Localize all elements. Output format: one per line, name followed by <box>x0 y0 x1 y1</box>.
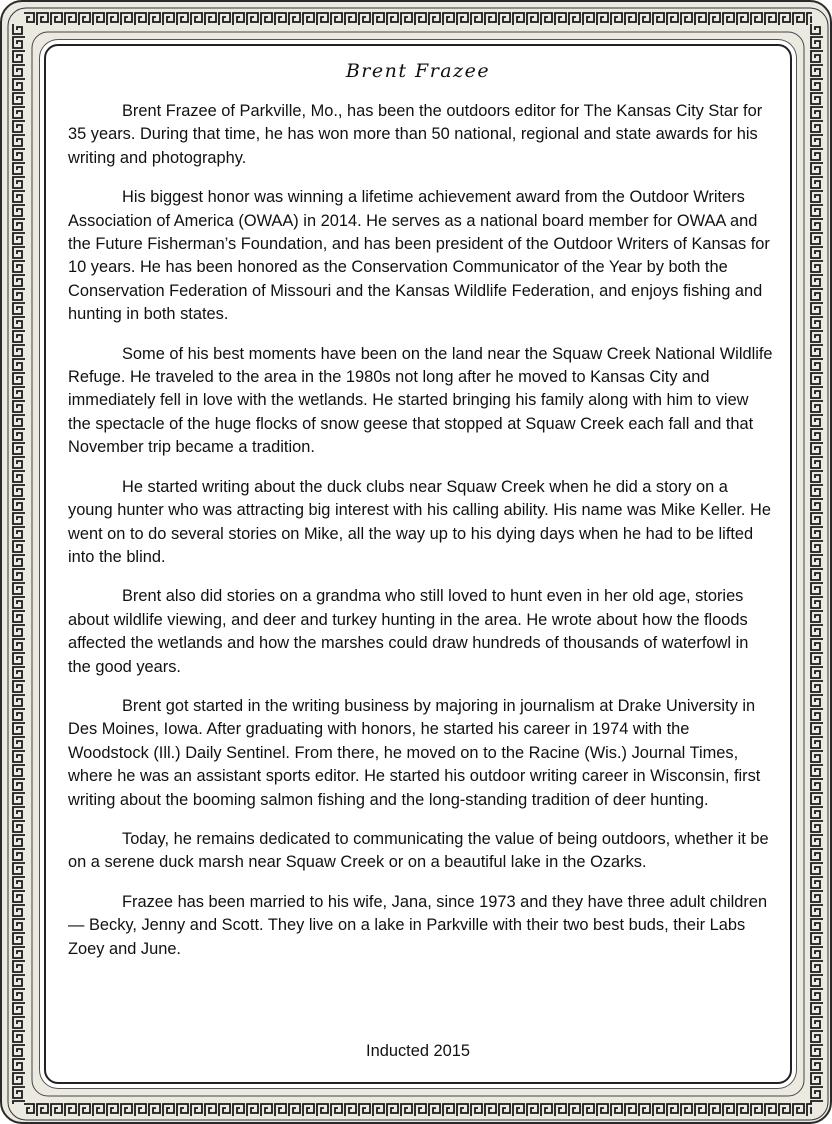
paragraph-3: Some of his best moments have been on the land near the Squaw Creek National Wildlife Refuge. He traveled to the area in the 1980s not long after he moved to Kansas City and immediately fell in love with the wetlands. He started bringing his family along with him to view the spectacle of the huge flocks of snow geese that stopped at Squaw Creek each fall and that November trip became a tradition. <box>68 344 773 457</box>
inducted-year: Inducted 2015 <box>366 1042 470 1060</box>
paragraph-7: Today, he remains dedicated to communicating the value of being outdoors, whether it be on a serene duck marsh near Squaw Creek or on a beautiful lake in the Ozarks. <box>68 829 769 872</box>
paragraph-5: Brent also did stories on a grandma who still loved to hunt even in her old age, stories about wildlife viewing, and deer and turkey hunting in the area. He wrote about how the floods affected the wetlands and how the marshes could draw hundreds of thousands of waterfowl in the good years. <box>68 587 749 676</box>
paragraph-8: Frazee has been married to his wife, Jana, since 1973 and they have three adult children— Becky, Jenny and Scott. They live on a lake in Parkville with their two best buds, their Labs Zoey and June. <box>68 892 768 958</box>
biography-text <box>68 100 774 977</box>
content-panel <box>44 44 792 1084</box>
paragraph-1: Brent Frazee of Parkville, Mo., has been the outdoors editor for The Kansas City Star for 35 years. During that time, he has won more than 50 national, regional and state awards for his writing and photography. <box>68 102 763 167</box>
page-title: Brent Frazee <box>345 60 491 82</box>
paragraph-2: His biggest honor was winning a lifetime achievement award from the Outdoor Writers Association of America (OWAA) in 2014. He serves as a national board member for OWAA and the Future Fisherman’s Foundation, and has been president of the Outdoor Writers of Kansas for 10 years. He has been honored as the Conservation Communicator of the Year by both the Conservation Federation of Missouri and the Kansas Wildlife Federation, and enjoys fishing and hunting in both states. <box>68 188 770 324</box>
paragraph-4: He started writing about the duck clubs near Squaw Creek when he did a story on a young hunter who was attracting big interest with his calling ability. His name was Mike Keller. He went on to do several stories on Mike, all the way up to his dying days when he had to be lifted into the blind. <box>68 477 771 566</box>
paragraph-6: Brent got started in the writing business by majoring in journalism at Drake University in Des Moines, Iowa. After graduating with honors, he started his career in 1974 with the Woodstock (Ill.) Daily Sentinel. From there, he moved on to the Racine (Wis.) Journal Times, where he was an assistant sports editor. He started his outdoor writing career in Wisconsin, first writing about the booming salmon fishing and the long-standing tradition of deer hunting. <box>68 696 761 809</box>
